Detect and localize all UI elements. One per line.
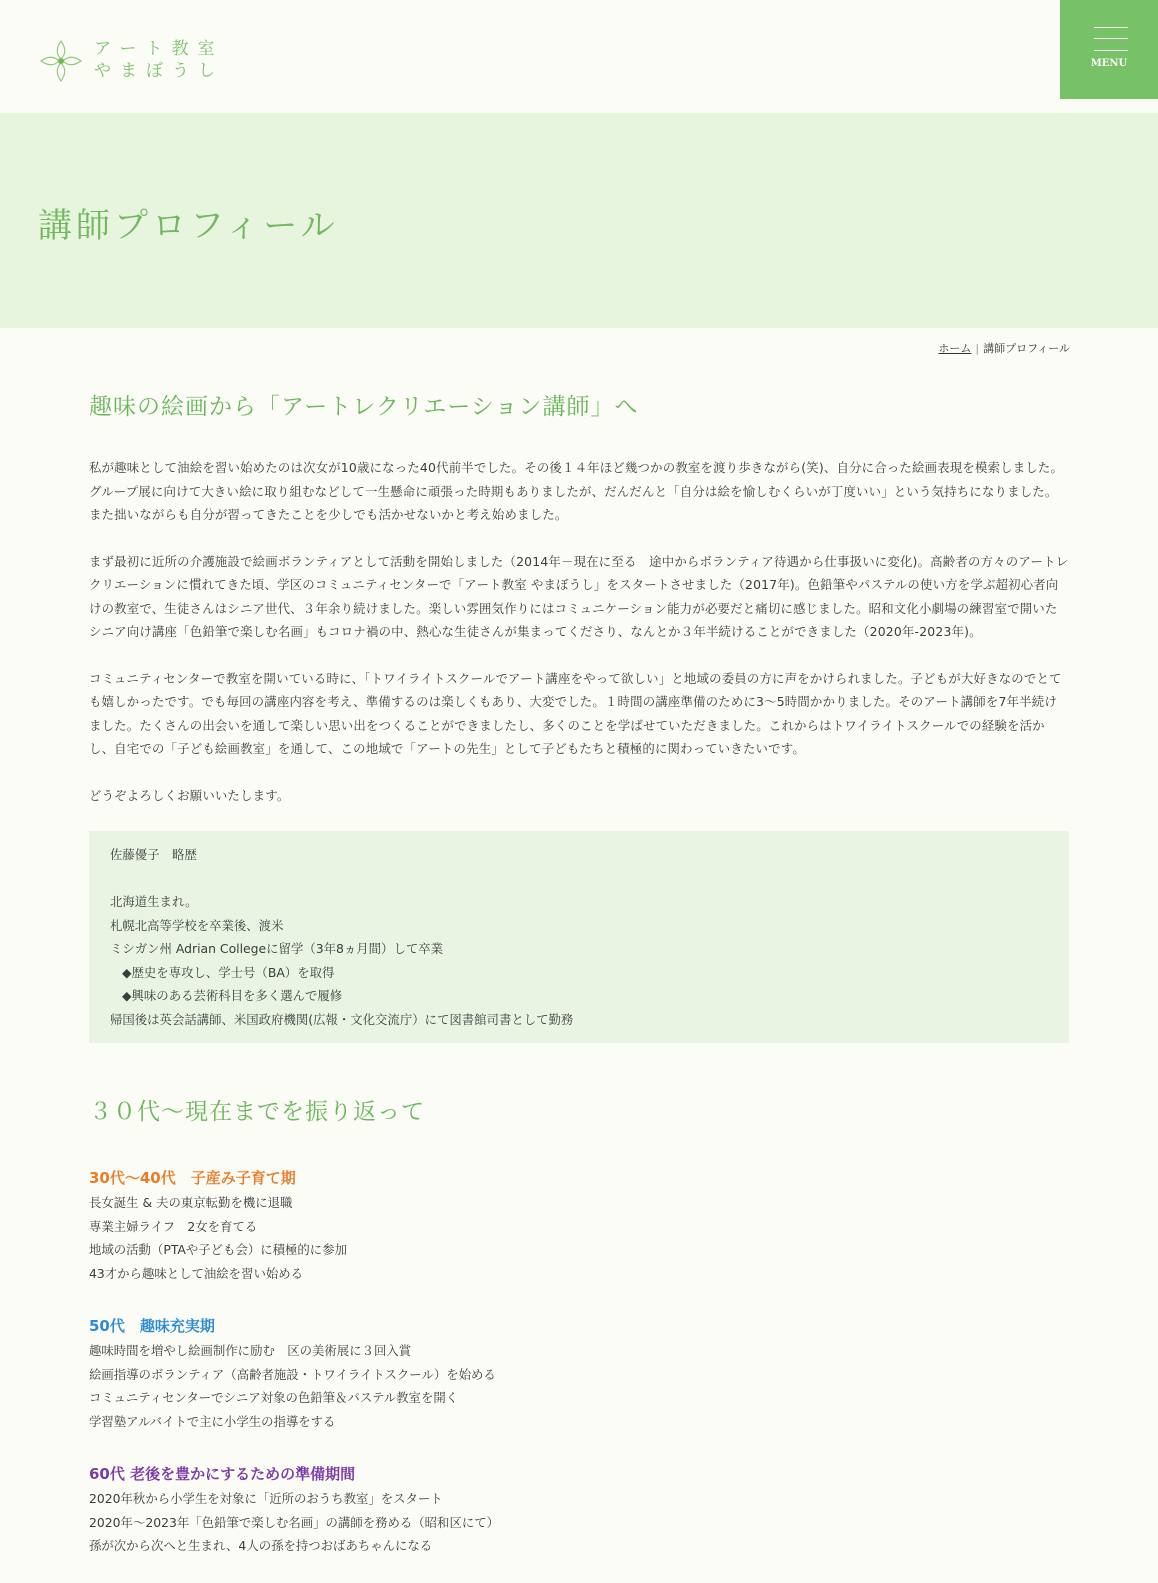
career-title: 佐藤優子 略歴 <box>110 847 197 862</box>
hamburger-icon-line <box>1094 38 1128 39</box>
intro-paragraph: 私が趣味として油絵を習い始めたのは次女が10歳になった40代前半でした。その後１４年ほど幾つかの教室を渡り歩きながら(笑)、自分に合った絵画表現を模索しました。グループ展に向けて大きい絵に取り組むなどして一生懸命に頑張った時期もありましたが、だんだんと「自分は絵を愉しむくらいが丁度いい」という気持ちになりました。また拙いながらも自分が習ってきたことを少しでも活かせないかと考え始めました。 <box>89 460 1064 522</box>
period-60s <box>89 1461 1069 1558</box>
breadcrumb-current: 講師プロフィール <box>983 342 1070 355</box>
site-header <box>0 0 1158 113</box>
period-50s <box>89 1313 1069 1433</box>
period-title: 30代～40代 子産み子育て期 <box>89 1169 296 1187</box>
breadcrumb-home-link[interactable]: ホーム <box>938 342 972 355</box>
intro-paragraph: コミュニティセンターで教室を開いている時に、「トワイライトスクールでアート講座をやって欲しい」と地域の委員の方に声をかけられました。子どもが大好きなのでとても嬉しかったです。でも毎回の講座内容を考え、準備するのは楽しくもあり、大変でした。１時間の講座準備のために3～5時間かかりました。そのアート講師を7年半続けました。たくさんの出会いを通して楽しい思い出をつくることができましたし、多くのことを学ばせていただきました。これからはトワイライトスクールでの経験を活かし、自宅での「子ども絵画教室」を通して、この地域で「アートの先生」として子どもたちと積極的に関わっていきたいです。 <box>89 670 1062 756</box>
career-line: 帰国後は英会話講師、米国政府機関(広報・文化交流庁）にて図書館司書として勤務 <box>110 1011 574 1027</box>
hamburger-icon <box>1094 27 1128 28</box>
flower-logo-icon <box>38 38 84 84</box>
site-logo[interactable] <box>38 38 224 84</box>
menu-button[interactable] <box>1060 0 1158 99</box>
period-item: 専業主婦ライフ 2女を育てる <box>89 1218 258 1234</box>
main-content <box>89 388 1069 1558</box>
period-item: コミュニティセンターでシニア対象の色鉛筆＆パステル教室を開く <box>89 1390 459 1405</box>
career-line: ◆興味のある芸術科目を多く選んで履修 <box>122 988 343 1003</box>
period-item: 趣味時間を増やし絵画制作に励む 区の美術展に３回入賞 <box>89 1343 412 1358</box>
breadcrumb <box>938 340 1070 356</box>
hamburger-icon-line <box>1094 50 1128 51</box>
period-item: 学習塾アルバイトで主に小学生の指導をする <box>89 1413 336 1429</box>
period-title: 50代 趣味充実期 <box>89 1317 215 1335</box>
intro-paragraph: まず最初に近所の介護施設で絵画ボランティアとして活動を開始しました（2014年－現在に至る 途中からボランティア待遇から仕事扱いに変化)。高齢者の方々のアートレクリエーションに慣れてきた頃、学区のコミュニティセンターで「アート教室 やまぼうし」をスタートさせました（2017年)。色鉛筆やパステルの使い方を学ぶ超初心者向けの教室で、生徒さんはシニア世代、３年余り続けました。楽しい雰囲気作りにはコミュニケーション能力が必要だと痛切に感じました。昭和文化小劇場の練習室で開いたシニア向け講座「色鉛筆で楽しむ名画」もコロナ禍の中、熱心な生徒さんが集まってくださり、なんとか３年半続けることができました（2020年-2023年)。 <box>89 553 1069 639</box>
period-item: 孫が次から次へと生まれ、4人の孫を持つおばあちゃんになる <box>89 1538 433 1553</box>
career-spacer <box>110 867 1069 891</box>
logo-line-2: やまぼうし <box>94 61 224 81</box>
period-item: 長女誕生 & 夫の東京転勤を機に退職 <box>89 1195 293 1210</box>
career-line: ◆歴史を専攻し、学士号（BA）を取得 <box>122 964 335 980</box>
period-item: 2020年～2023年「色鉛筆で楽しむ名画」の講師を務める（昭和区にて） <box>89 1514 500 1530</box>
page-hero <box>0 113 1158 328</box>
career-line: ミシガン州 Adrian Collegeに留学（3年8ヵ月間）して卒業 <box>110 941 444 956</box>
period-item: 絵画指導のボランティア（高齢者施設・トワイライトスクール）を始める <box>89 1366 496 1382</box>
career-line: 北海道生まれ。 <box>110 894 198 909</box>
page-title: 講師プロフィール <box>38 206 339 246</box>
breadcrumb-separator: | <box>975 342 980 355</box>
intro-paragraph: どうぞよろしくお願いいたします。 <box>89 787 290 803</box>
menu-label: MENU <box>1090 58 1128 69</box>
career-box <box>89 831 1069 1043</box>
period-item: 地域の活動（PTAや子ども会）に積極的に参加 <box>89 1242 347 1257</box>
history-heading: ３０代～現在までを振り返って <box>89 1099 425 1125</box>
logo-line-1: アート教室 <box>94 39 224 59</box>
intro-heading: 趣味の絵画から「アートレクリエーション講師」へ <box>89 394 639 420</box>
career-line: 札幌北高等学校を卒業後、渡米 <box>110 917 284 933</box>
period-title: 60代 老後を豊かにするための準備期間 <box>89 1465 356 1483</box>
period-item: 43才から趣味として油絵を習い始める <box>89 1265 304 1281</box>
period-30s-40s <box>89 1165 1069 1285</box>
period-item: 2020年秋から小学生を対象に「近所のおうち教室」をスタート <box>89 1491 443 1506</box>
